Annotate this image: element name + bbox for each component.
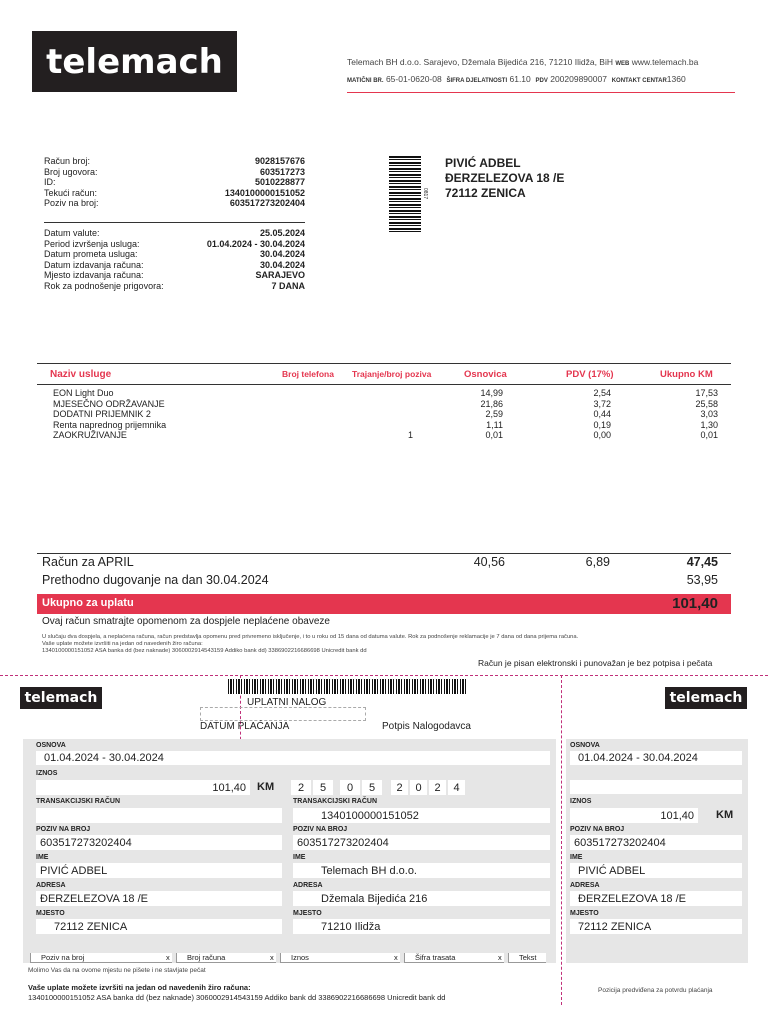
date-digit-7[interactable]: 2 <box>429 780 446 795</box>
info-label: Datum prometa usluga: <box>44 249 138 260</box>
stub-iznos-label: IZNOS <box>570 798 592 805</box>
payee-adresa-label: ADRESA <box>293 882 323 889</box>
stub-iznos-field[interactable] <box>570 808 698 823</box>
recipient-street: ĐERZELEZOVA 18 /E <box>445 171 565 185</box>
payee-ime-label: IME <box>293 854 306 861</box>
payer-adresa-label: ADRESA <box>36 882 66 889</box>
info-label: Mjesto izdavanja računa: <box>44 270 144 281</box>
header-divider <box>347 92 735 93</box>
code-field-label: Iznos <box>291 953 309 962</box>
code-field-label: Šifra trasata <box>415 953 456 962</box>
service-row <box>0 399 768 410</box>
month-label: Račun za APRIL <box>42 555 134 569</box>
total-pdv: 6,89 <box>585 555 610 569</box>
payee-poziv-field[interactable]: 603517273202404 <box>293 835 550 850</box>
total-to-pay-bar <box>37 594 731 614</box>
service-osnovica: 0,01 <box>485 430 503 441</box>
info-row <box>44 188 305 199</box>
info-row <box>44 177 305 188</box>
date-digit-5[interactable]: 2 <box>391 780 408 795</box>
info-label: Poziv na broj: <box>44 198 99 209</box>
electronic-note: Račun je pisan elektronski i punovažan je bez potpisa i pečata <box>478 658 713 668</box>
info-label: Datum valute: <box>44 228 100 238</box>
payee-mjesto-field[interactable]: 71210 Ilidža <box>293 919 550 934</box>
iznos-label: IZNOS <box>36 770 58 777</box>
info-row <box>44 167 305 178</box>
stub-adresa-field[interactable]: ĐERZELEZOVA 18 /E <box>570 891 742 906</box>
payee-adresa-field[interactable]: Džemala Bijedića 216 <box>293 891 550 906</box>
service-ukupno: 0,01 <box>700 430 718 441</box>
info-label: Rok za podnošenje prigovora: <box>44 280 164 291</box>
slip-barcode <box>228 679 468 694</box>
slip-logo-right: telemach <box>665 687 747 709</box>
stub-osnova-field[interactable]: 01.04.2024 - 30.04.2024 <box>570 751 742 765</box>
fine-print-line3: 1340100000151052 ASA banka dd (bez naknade) 3060002914543159 Addiko bank dd) 3386902216686698 Unicredit bank dd <box>42 648 367 655</box>
info-value: 25.05.2024 <box>259 228 305 238</box>
info-row <box>44 228 305 239</box>
info-value: 1340100000151052 <box>224 187 305 198</box>
info-label: Broj ugovora: <box>44 166 98 177</box>
no-write-note: Molimo Vas da na ovome mjestu ne pišete i ne stavljate pečat <box>28 967 206 974</box>
service-name: DODATNI PRIJEMNIK 2 <box>53 409 151 420</box>
code-separator: x <box>166 953 170 962</box>
code-field-label: Broj računa <box>187 953 226 962</box>
info-value: 603517273202404 <box>229 198 305 209</box>
osnova-field[interactable]: 01.04.2024 - 30.04.2024 <box>36 751 550 765</box>
code-field-label: Poziv na broj <box>41 953 85 962</box>
info-value: 01.04.2024 - 30.04.2024 <box>206 238 305 249</box>
service-ukupno: 25,58 <box>695 398 718 409</box>
info-row <box>44 198 305 209</box>
invoice-details <box>44 156 305 209</box>
stub-currency: KM <box>716 809 734 821</box>
recipient-city: 72112 ZENICA <box>445 186 526 200</box>
service-osnovica: 21,86 <box>480 398 503 409</box>
iznos-value: 101,40 <box>212 781 246 794</box>
info-row <box>44 239 305 250</box>
service-ukupno: 1,30 <box>700 419 718 430</box>
payee-mjesto-label: MJESTO <box>293 910 322 917</box>
company-registry: MATIČNI BR. 65-01-0620-08 ŠIFRA DJELATNOSTI 61.10 PDV 200209890007 KONTAKT CENTAR1360 <box>347 74 686 84</box>
total-to-pay-value: 101,40 <box>672 595 718 612</box>
payer-mjesto-field[interactable]: 72112 ZENICA <box>36 919 282 934</box>
osnova-label: OSNOVA <box>36 742 66 749</box>
stub-osnova-label: OSNOVA <box>570 742 600 749</box>
services-list <box>0 388 768 441</box>
service-pdv: 0,00 <box>593 430 611 441</box>
accounts-title: Vaše uplate možete izvršiti na jedan od navedenih žiro računa: <box>28 983 251 992</box>
service-name: ZAOKRUŽIVANJE <box>53 430 127 441</box>
col-broj: Broj telefona <box>282 369 334 379</box>
code-separator: x <box>394 953 398 962</box>
info-label: ID: <box>44 177 56 188</box>
payer-trans-label: TRANSAKCIJSKI RAČUN <box>36 798 121 805</box>
info-value: 603517273 <box>259 166 305 177</box>
service-ukupno: 3,03 <box>700 409 718 420</box>
info-value: 9028157676 <box>254 156 305 166</box>
date-digit-1[interactable]: 2 <box>291 780 311 795</box>
code-field-label: Tekst <box>519 953 537 962</box>
service-pdv: 3,72 <box>593 398 611 409</box>
stub-ime-field[interactable]: PIVIĆ ADBEL <box>570 863 742 878</box>
datum-placanja-label: DATUM PLAĆANJA <box>200 721 290 732</box>
fine-print-line2: Vaše uplate možete izvršiti na jedan od navedenih žiro računa: <box>42 641 203 648</box>
info-value: 30.04.2024 <box>259 259 305 270</box>
stub-mjesto-label: MJESTO <box>570 910 599 917</box>
total-to-pay-label: Ukupno za uplatu <box>42 597 134 609</box>
company-address: Telemach BH d.o.o. Sarajevo, Džemala Bijedića 216, 71210 Ilidža, BiH WEB www.telemach.ba <box>347 57 699 67</box>
info-row <box>44 260 305 271</box>
info-value: 5010228877 <box>254 177 305 188</box>
info-label: Tekući račun: <box>44 187 98 198</box>
payer-adresa-field[interactable]: ĐERZELEZOVA 18 /E <box>36 891 282 906</box>
code-field[interactable] <box>280 953 400 963</box>
service-pdv: 0,19 <box>593 419 611 430</box>
payee-ime-field[interactable]: Telemach BH d.o.o. <box>293 863 550 878</box>
service-name: EON Light Duo <box>53 388 114 398</box>
totals-line <box>37 553 731 554</box>
info-value: 7 DANA <box>271 280 305 291</box>
prev-debt-label: Prethodno dugovanje na dan 30.04.2024 <box>42 573 269 587</box>
recipient-name: PIVIĆ ADBEL <box>445 156 521 170</box>
col-trajanje: Trajanje/broj poziva <box>352 369 432 379</box>
code-separator: x <box>498 953 502 962</box>
service-row <box>0 388 768 399</box>
details-divider <box>44 222 305 223</box>
iznos-currency: KM <box>257 781 275 793</box>
payer-ime-field[interactable]: PIVIĆ ADBEL <box>36 863 282 878</box>
total-osnovica: 40,56 <box>473 555 505 569</box>
recipient-barcode <box>389 156 421 233</box>
prev-debt-value: 53,95 <box>686 573 718 587</box>
payer-trans-field[interactable] <box>36 808 282 823</box>
service-row <box>0 420 768 431</box>
uplatni-nalog-title: UPLATNI NALOG <box>247 697 327 708</box>
stub-adresa-label: ADRESA <box>570 882 600 889</box>
col-osnovica: Osnovica <box>464 369 507 380</box>
fine-print <box>42 634 742 656</box>
info-row <box>44 249 305 260</box>
info-label: Račun broj: <box>44 156 91 166</box>
payee-trans-label: TRANSAKCIJSKI RAČUN <box>293 798 378 805</box>
stub-mjesto-field[interactable]: 72112 ZENICA <box>570 919 742 934</box>
service-osnovica: 14,99 <box>480 388 503 398</box>
service-osnovica: 2,59 <box>485 409 503 420</box>
stub-iznos-value: 101,40 <box>660 809 694 822</box>
iznos-field[interactable] <box>36 780 250 795</box>
slip-cut-line <box>0 675 768 676</box>
code-field[interactable] <box>404 953 504 963</box>
service-pdv: 0,44 <box>593 409 611 420</box>
recipient-address <box>445 156 564 201</box>
barcode-code: 0817 <box>422 188 428 200</box>
service-ukupno: 17,53 <box>695 388 718 398</box>
info-label: Datum izdavanja računa: <box>44 259 144 270</box>
info-value: 30.04.2024 <box>259 249 305 260</box>
code-line <box>30 953 537 965</box>
fine-print-line1: U slučaju dva dospjela, a neplaćena računa, račun predstavlja opomenu pred privremeno isključenje, i to u roku od 15 dana od datuma valute. Rok za podnošenje reklamacije je 7 dana od dana prijema računa. <box>42 634 579 640</box>
service-osnovica: 1,11 <box>486 419 503 430</box>
payee-trans-field[interactable]: 1340100000151052 <box>293 808 550 823</box>
stub-poziv-label: POZIV NA BROJ <box>570 826 625 833</box>
invoice-dates <box>44 228 305 292</box>
services-header-underline <box>37 384 731 385</box>
service-row <box>0 430 768 441</box>
code-field[interactable] <box>176 953 276 963</box>
date-digit-6[interactable]: 0 <box>410 780 427 795</box>
info-label: Period izvršenja usluga: <box>44 238 140 249</box>
service-name: Renta naprednog prijemnika <box>53 419 167 430</box>
info-value: SARAJEVO <box>255 270 305 281</box>
service-calls: 1 <box>407 430 413 441</box>
service-row <box>0 409 768 420</box>
payer-poziv-label: POZIV NA BROJ <box>36 826 91 833</box>
slip-vertical-cut-right <box>561 675 562 1005</box>
stub-poziv-field[interactable]: 603517273202404 <box>570 835 742 850</box>
date-corners <box>200 707 366 721</box>
info-row <box>44 270 305 281</box>
potpis-label: Potpis Nalogodavca <box>382 721 471 732</box>
date-digit-8[interactable]: 4 <box>448 780 465 795</box>
col-ukupno: Ukupno KM <box>660 369 713 380</box>
stub-blank-field[interactable] <box>570 780 742 794</box>
total-ukupno: 47,45 <box>686 555 718 569</box>
info-row <box>44 281 305 292</box>
code-field[interactable] <box>30 953 172 963</box>
code-field[interactable] <box>508 953 546 963</box>
info-row <box>44 156 305 167</box>
payer-ime-label: IME <box>36 854 49 861</box>
pozicija-note: Pozicija predviđena za potvrdu plaćanja <box>598 987 713 994</box>
date-digit-4[interactable]: 5 <box>362 780 382 795</box>
warning-text: Ovaj račun smatrajte opomenom za dospjele neplaćene obaveze <box>42 616 330 627</box>
telemach-logo: telemach <box>32 31 237 92</box>
accounts-list: 1340100000151052 ASA banka dd (bez naknade) 3060002914543159 Addiko bank dd 3386902216686698 Unicredit bank dd <box>28 993 446 1002</box>
stub-ime-label: IME <box>570 854 583 861</box>
date-digit-3[interactable]: 0 <box>340 780 360 795</box>
service-pdv: 2,54 <box>593 388 611 398</box>
payee-poziv-label: POZIV NA BROJ <box>293 826 348 833</box>
payer-poziv-field[interactable]: 603517273202404 <box>36 835 282 850</box>
slip-logo-left: telemach <box>20 687 102 709</box>
code-separator: x <box>270 953 274 962</box>
col-pdv: PDV (17%) <box>566 369 614 380</box>
col-naziv: Naziv usluge <box>50 369 112 380</box>
payer-mjesto-label: MJESTO <box>36 910 65 917</box>
service-name: MJESEČNO ODRŽAVANJE <box>53 398 165 409</box>
date-digit-2[interactable]: 5 <box>313 780 333 795</box>
services-header-line <box>37 363 731 364</box>
